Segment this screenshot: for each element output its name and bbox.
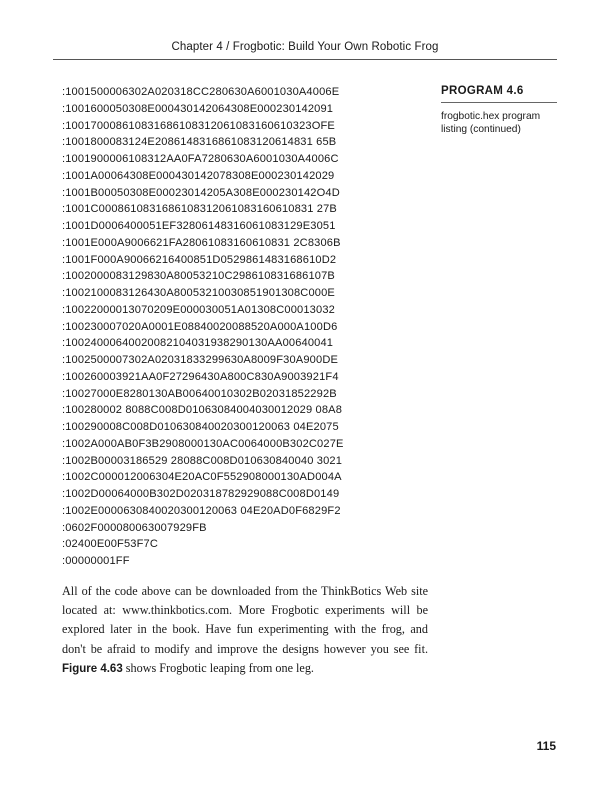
figure-reference: Figure 4.63 xyxy=(62,662,123,675)
header-divider xyxy=(53,59,557,60)
hex-line: :1001A00064308E000430142078308E000230142029 xyxy=(62,169,335,182)
hex-line: :1001F000A90066216400851D0529861483168610D2 xyxy=(62,253,337,266)
hex-line: :1002E0000630840020300120063 04E20AD0F6829F2 xyxy=(62,504,341,517)
body-text-after: shows Frogbotic leaping from one leg. xyxy=(122,660,314,675)
hex-line: :1002500007302A02031833299630A8009F30A900DE xyxy=(62,354,339,366)
hex-line: :1002B00003186529 28088C008D010630840040 3021 xyxy=(62,454,343,467)
hex-line: :1002C000012006304E20AC0F552908000130AD004A xyxy=(62,471,342,484)
hex-line: :1001600050308E000430142064308E000230142091 xyxy=(62,102,334,115)
hex-line: :1002A000AB0F3B2908000130AC0064000B302C027E xyxy=(62,437,344,450)
hex-line: :100230007020A0001E08840020088520A000A100D6 xyxy=(62,320,338,333)
program-label: PROGRAM 4.6 xyxy=(441,85,557,103)
page-number: 115 xyxy=(536,739,556,753)
program-sidebar xyxy=(441,85,557,136)
hex-code-listing xyxy=(62,84,432,570)
body-paragraph xyxy=(62,582,428,679)
hex-line: :1001D0006400051EF32806148316061083129E3051 xyxy=(62,220,336,232)
program-caption: frogbotic.hex program listing (continued) xyxy=(441,111,541,135)
hex-line: :1002000083129830A80053210C298610831686107B xyxy=(62,270,335,283)
hex-line: :100290008C008D010630840020300120063 04E2075 xyxy=(62,421,339,433)
hex-line: :100170008610831686108312061083160610323OFE xyxy=(62,119,335,132)
hex-line: :1002100083126430A80053210030851901308C000E xyxy=(62,287,335,299)
hex-line: :100260003921AA0F27296430A800C830A9003921F4 xyxy=(62,370,339,383)
hex-line: :100280002 8088C008D01063084004030012029 08A8 xyxy=(62,404,343,417)
body-text-before: All of the code above can be downloaded from the ThinkBotics Web site located at: www.thinkbotics.com. More Frogbotic experiments will be explored later in the book. Have fun experimenting with the frog, and don't be afraid to modify and improve the designs however you see fit. xyxy=(62,584,428,656)
hex-line: :1001900006108312AA0FA7280630A6001030A4006C xyxy=(62,153,339,165)
hex-line: :0602F000080063007929FB xyxy=(62,521,207,534)
hex-line: :1001500006302A020318CC280630A6001030A4006E xyxy=(62,86,340,98)
hex-line: :1001C0008610831686108312061083160610831 27B xyxy=(62,203,337,216)
hex-line: :1001E000A9006621FA28061083160610831 2C8306B xyxy=(62,236,341,249)
running-header: Chapter 4 / Frogbotic: Build Your Own Robotic Frog xyxy=(171,41,439,53)
hex-line: :10022000013070209E000030051A01308C00013032 xyxy=(62,303,335,316)
hex-line: :1001800083124E2086148316861083120614831 65B xyxy=(62,136,337,149)
hex-line: :02400E00F53F7C xyxy=(62,538,158,551)
hex-line: :1002D00064000B302D020318782929088C008D0149 xyxy=(62,488,340,500)
hex-line: :00000001FF xyxy=(62,555,130,567)
hex-line: :1001B00050308E00023014205A308E000230142O4D xyxy=(62,186,340,199)
hex-line: :10027000E8280130AB00640010302B02031852292B xyxy=(62,387,337,400)
hex-line: :10024000640020082104031938290130AA00640041 xyxy=(62,337,334,350)
